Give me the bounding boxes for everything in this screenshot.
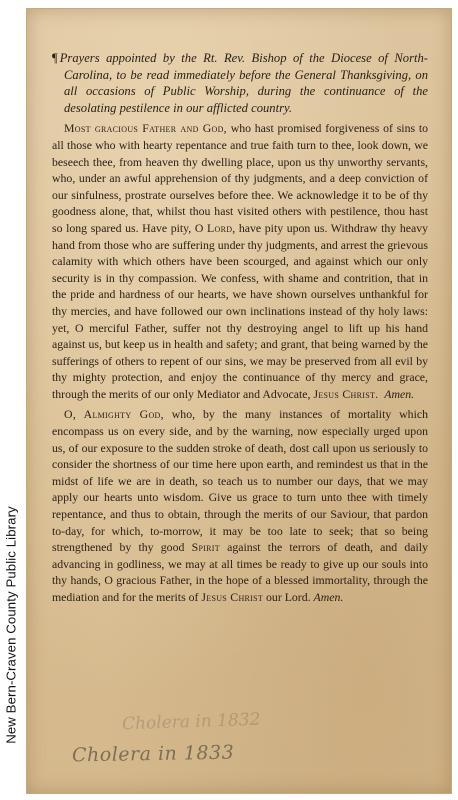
pilcrow-mark: ¶ [52, 51, 58, 65]
prayer-one-body: who hast promised forgiveness of sins to all those who with hearty repentance and true faith turn to thee, look down, we beseech thee, from heaven thy dwelling place, upon us thy unworthy servants, who, under an awful apprehension of thy judgments, and a deep conviction of our sinfulness, prostrate ourselves before thee. We acknowledge it to be of thy goodness alone, that, whilst thou hast visited others with pestilence, thou hast so long spared us. Have pity, O [52, 121, 429, 235]
prayer-one-lord: Lord [207, 220, 233, 235]
heading-text: Prayers appointed by the Rt. Rev. Bishop of the Diocese of North-Carolina, to be read immediately before the General Thanksgiving, on all occasions of Public Worship, during the continuance of the desolating pestilence in our afflicted country. [59, 51, 428, 115]
prayer-one [52, 120, 428, 402]
prayer-two-body: who, by the many instances of mortality which encompass us on every side, and by the warning, now especially urged upon us, of our exposure to the sudden stroke of death, dost call upon us seriously to consider the shortness of our time here upon earth, and remindest us that in the midst of life we are in death, so teach us to number our days, that we may apply our hearts unto wisdom. Give us grace to turn unto thee with timely repentance, and thus to obtain, through the merits of our Saviour, that pardon to-day, for which, to-morrow, it may be too late to seek; that so being strengthened by thy good [52, 407, 428, 555]
prayer-one-christ: Jesus Christ. [313, 386, 379, 401]
faint-pencil-note: Cholera in 1832 [121, 709, 261, 735]
prayer-two-opening: O, Almighty God, [64, 407, 164, 422]
prayer-one-opening: Most gracious Father and God, [64, 121, 227, 136]
prayer-two [52, 406, 428, 605]
prayer-two-body-continued: against the terrors of death, and daily advancing in godliness, we may at all times be ready to give up our souls into thy hands, O gracious Father, in the hope of a blessed immortality, through the mediation and for the merits of [52, 540, 428, 604]
document-heading [52, 50, 428, 116]
library-name: New Bern-Craven County Public Library [3, 506, 19, 744]
prayer-one-amen: Amen. [384, 386, 415, 401]
library-watermark [0, 0, 22, 800]
document-text [52, 50, 428, 610]
prayer-two-spirit: Spirit [191, 540, 220, 555]
prayer-two-christ: Jesus Christ [201, 590, 264, 604]
prayer-two-amen: Amen. [313, 590, 344, 604]
prayer-two-closing: our Lord. [263, 590, 314, 604]
pencil-note: Cholera in 1833 [71, 741, 235, 767]
prayer-one-body-continued: , have pity upon us. Withdraw thy heavy hand from those who are suffering under thy judgments, and arrest the grievous calamity with which others have been scourged, and against which our only security is in thy compassion. We confess, with shame and contrition, that in the pride and hardness of our hearts, we have shown ourselves unthankful for thy mercies, and have followed our own inclinations instead of thy holy laws: yet, O merciful Father, suffer not thy destroying angel to lift up his hand against us, but keep us in health and safety; and grant, that being warned by the sufferings of others to repent of our sins, we may be preserved from all evil by thy mighty protection, and enjoy the continuance of thy mercy and grace, through the merits of our only Mediator and Advocate, [52, 220, 428, 401]
